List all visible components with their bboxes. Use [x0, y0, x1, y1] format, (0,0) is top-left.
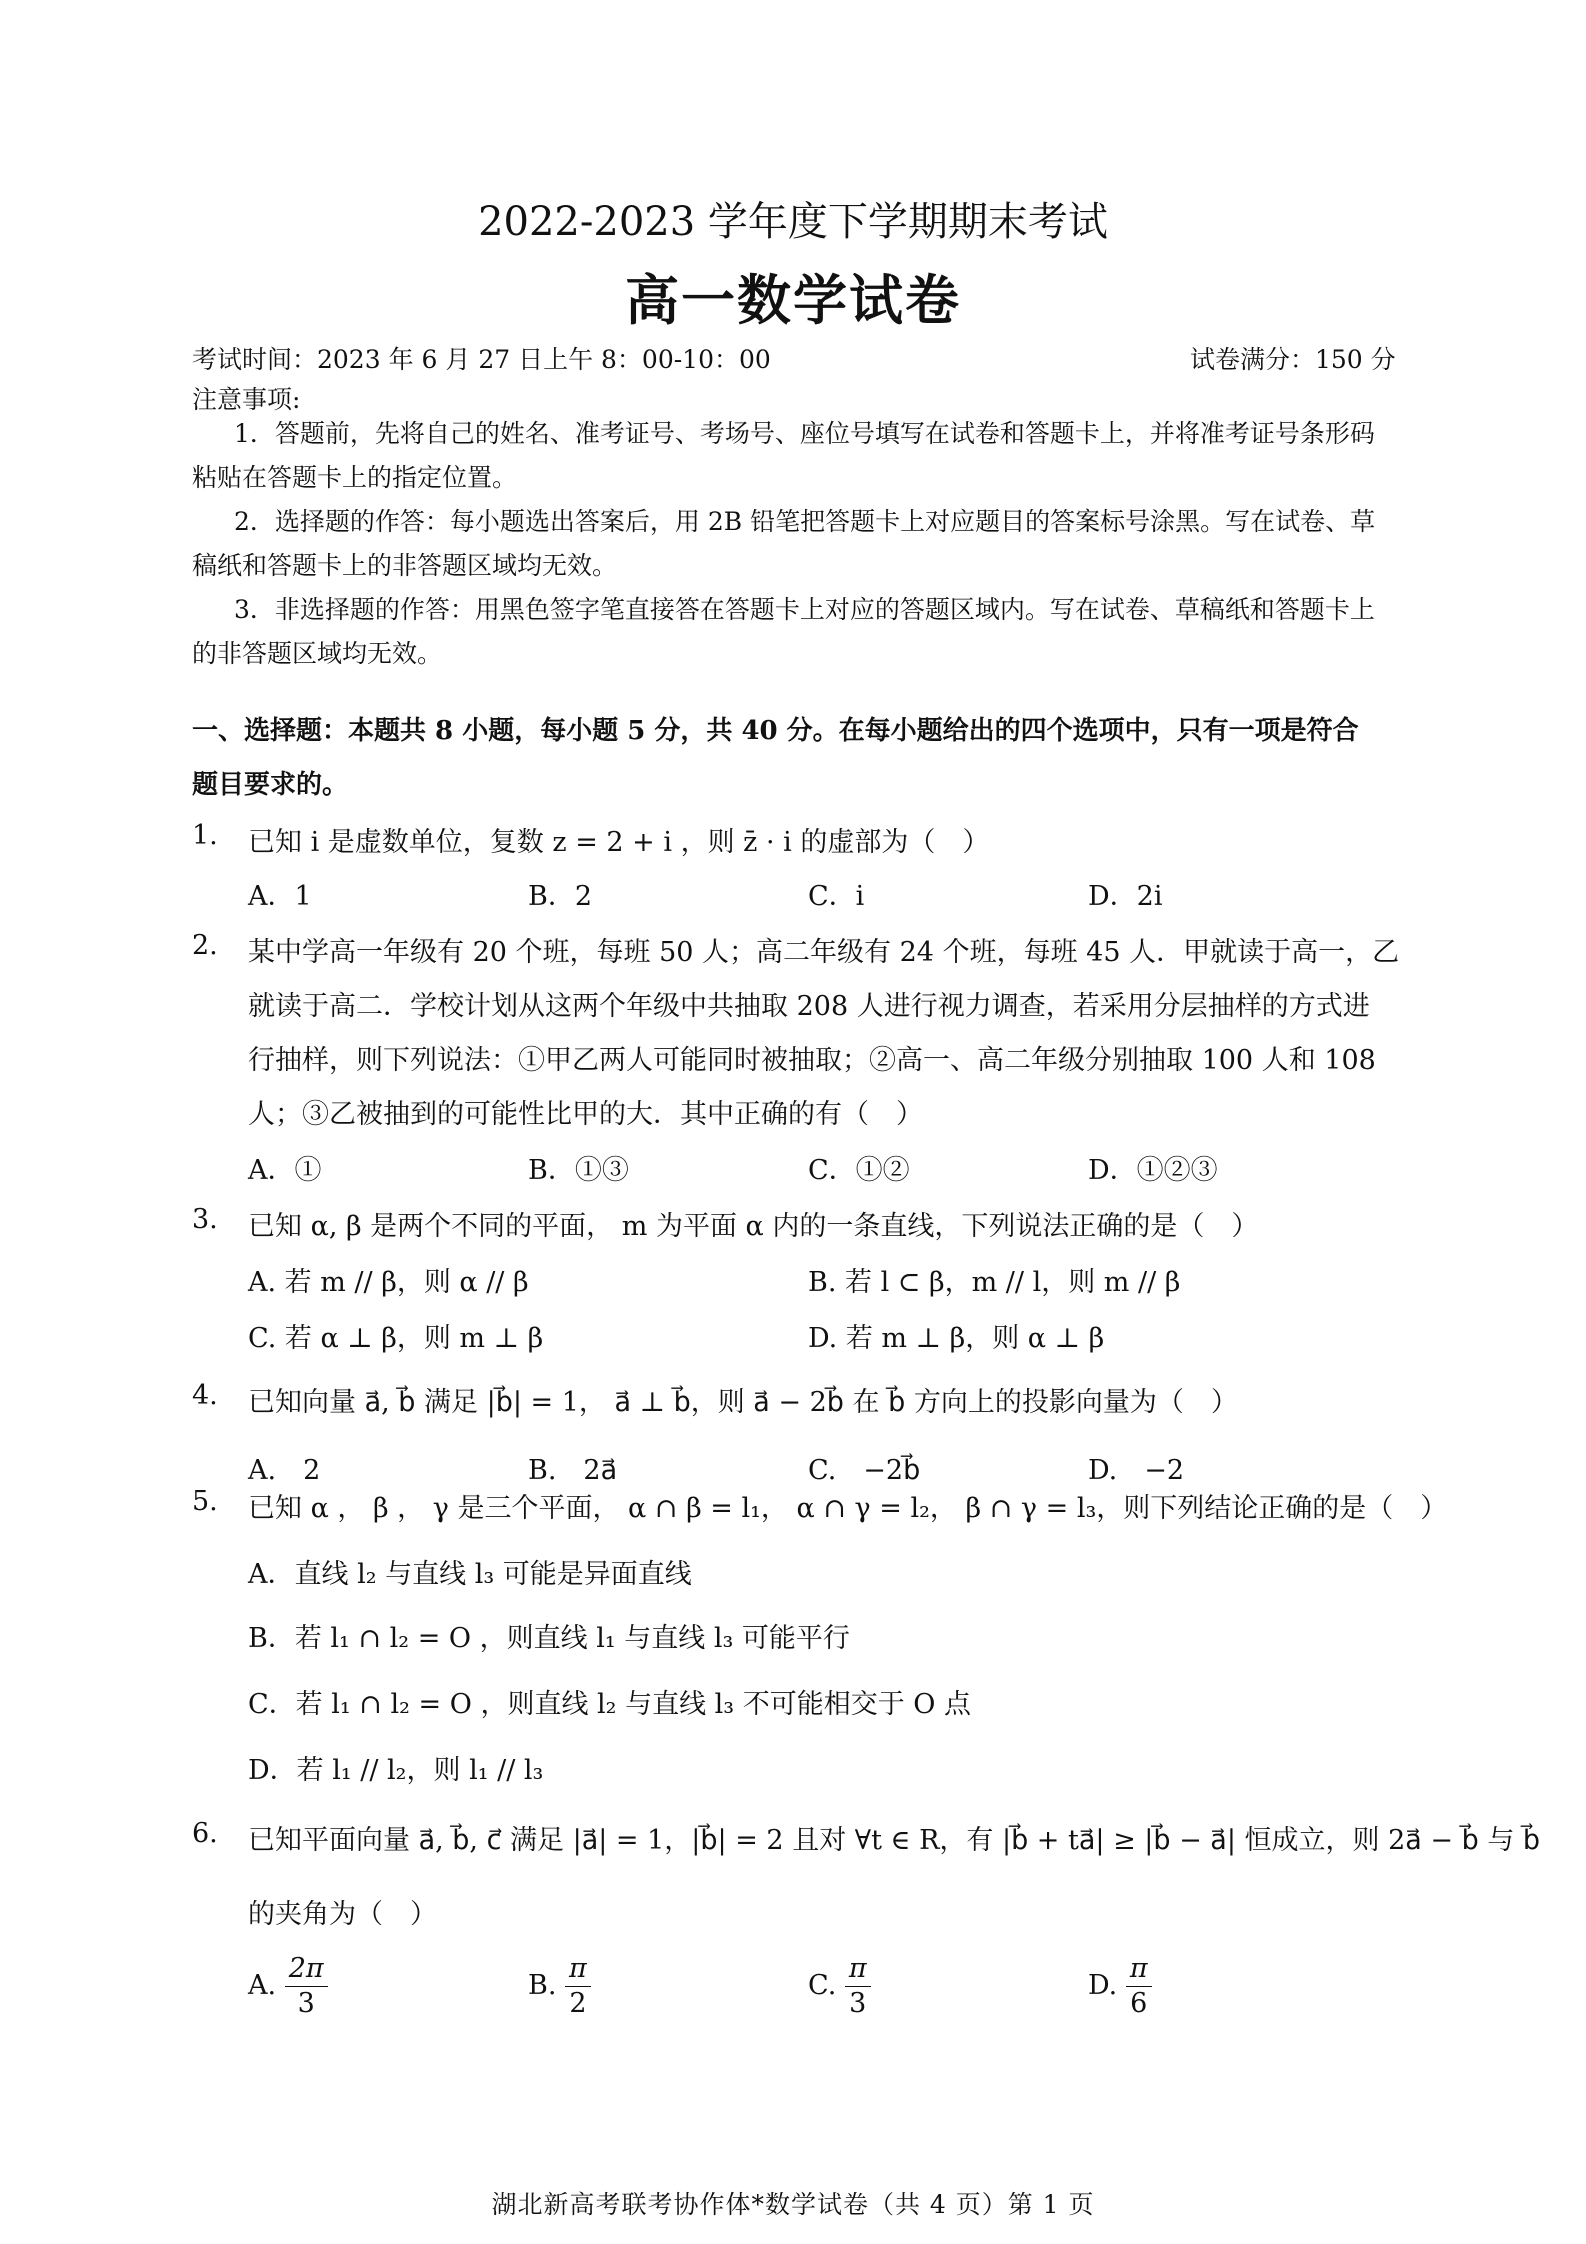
question-3-stem: 已知 α, β 是两个不同的平面， m 为平面 α 内的一条直线，下列说法正确的是（ ）	[248, 1211, 1259, 1242]
fraction-numerator: π	[565, 1952, 591, 1987]
fraction	[1126, 1952, 1152, 2021]
fraction-denominator: 3	[849, 1988, 867, 2019]
q2-option-c: C．①②	[808, 1155, 910, 1186]
q1-option-a: A．1	[248, 881, 312, 912]
q4-option-a: A. 2	[248, 1455, 321, 1486]
q3-option-b: B. 若 l ⊂ β，m // l，则 m // β	[808, 1267, 1181, 1298]
question-number: 2.	[192, 930, 218, 961]
question-number: 3.	[192, 1204, 218, 1235]
question-number: 1.	[192, 820, 218, 851]
fraction-numerator: π	[1126, 1952, 1152, 1987]
q2-option-d: D．①②③	[1088, 1155, 1218, 1186]
q3-option-c: C. 若 α ⊥ β，则 m ⊥ β	[248, 1323, 544, 1354]
q3-option-d: D. 若 m ⊥ β，则 α ⊥ β	[808, 1323, 1105, 1354]
q6-option-d	[1088, 1952, 1152, 2021]
fraction-numerator: π	[845, 1952, 871, 1987]
fraction-numerator: 2π	[285, 1952, 328, 1987]
q1-option-b: B．2	[528, 881, 593, 912]
question-5-stem: 已知 α ， β ， γ 是三个平面， α ∩ β = l₁， α ∩ γ = l₂， β ∩ γ = l₃，则下列结论正确的是（ ）	[248, 1493, 1448, 1524]
question-number: 6.	[192, 1818, 218, 1849]
q1-option-d: D．2i	[1088, 881, 1163, 912]
question-6-line-1: 已知平面向量 a⃗, b⃗, c⃗ 满足 |a⃗| = 1，|b⃗| = 2 且对 ∀t ∈ R，有 |b⃗ + ta⃗| ≥ |b⃗ − a⃗| 恒成立，则 2a⃗ − b⃗ 与 b⃗	[248, 1825, 1541, 1856]
exam-time: 考试时间：2023 年 6 月 27 日上午 8：00-10：00	[192, 345, 771, 374]
section-1-heading: 一、选择题：本题共 8 小题，每小题 5 分，共 40 分。在每小题给出的四个选项中，只有一项是符合	[192, 716, 1359, 746]
q1-option-c: C．i	[808, 881, 865, 912]
question-6-line-2: 的夹角为（ ）	[248, 1899, 437, 1930]
option-label: C.	[808, 1970, 837, 2001]
q4-option-d: D. −2	[1088, 1455, 1185, 1486]
fraction-denominator: 2	[569, 1988, 587, 2019]
note-3-line-1: 3．非选择题的作答：用黑色签字笔直接答在答题卡上对应的答题区域内。写在试卷、草稿纸和答题卡上	[234, 595, 1375, 624]
note-2-line-2: 稿纸和答题卡上的非答题区域均无效。	[192, 551, 618, 580]
q4-option-c: C. −2b⃗	[808, 1455, 921, 1486]
q4-option-b: B. 2a⃗	[528, 1455, 618, 1486]
q3-option-a: A. 若 m // β，则 α // β	[248, 1267, 529, 1298]
q5-option-c: C．若 l₁ ∩ l₂ = O ，则直线 l₂ 与直线 l₃ 不可能相交于 O 点	[248, 1689, 972, 1720]
q2-option-a: A．①	[248, 1155, 322, 1186]
note-1-line-2: 粘贴在答题卡上的指定位置。	[192, 463, 518, 492]
note-1-line-1: 1．答题前，先将自己的姓名、准考证号、考场号、座位号填写在试卷和答题卡上，并将准考证号条形码	[234, 419, 1375, 448]
question-2-line-3: 行抽样，则下列说法：①甲乙两人可能同时被抽取；②高一、高二年级分别抽取 100 人和 108	[248, 1045, 1376, 1076]
question-2-line-4: 人；③乙被抽到的可能性比甲的大．其中正确的有（ ）	[248, 1099, 923, 1130]
option-label: A.	[248, 1970, 277, 2001]
question-1-stem: 已知 i 是虚数单位，复数 z = 2 + i ，则 z̄ · i 的虚部为（ ）	[248, 827, 990, 858]
q5-option-d: D．若 l₁ // l₂，则 l₁ // l₃	[248, 1755, 544, 1786]
notes-heading: 注意事项:	[192, 385, 301, 414]
page-footer: 湖北新高考联考协作体*数学试卷（共 4 页）第 1 页	[491, 2190, 1095, 2219]
q6-option-a	[248, 1952, 328, 2021]
exam-title: 2022-2023 学年度下学期期末考试	[478, 199, 1108, 245]
question-number: 4.	[192, 1380, 218, 1411]
fraction	[845, 1952, 871, 2021]
q6-option-b	[528, 1952, 591, 2021]
option-label: B.	[528, 1970, 557, 2001]
q6-option-c	[808, 1952, 871, 2021]
fraction-denominator: 6	[1130, 1988, 1148, 2019]
fraction-denominator: 3	[297, 1988, 315, 2019]
question-2-line-2: 就读于高二．学校计划从这两个年级中共抽取 208 人进行视力调查，若采用分层抽样的方式进	[248, 991, 1370, 1022]
question-number: 5.	[192, 1486, 218, 1517]
note-2-line-1: 2．选择题的作答：每小题选出答案后，用 2B 铅笔把答题卡上对应题目的答案标号涂黑。写在试卷、草	[234, 507, 1376, 536]
section-1-heading-cont: 题目要求的。	[192, 770, 349, 800]
note-3-line-2: 的非答题区域均无效。	[192, 639, 443, 668]
question-4-stem: 已知向量 a⃗, b⃗ 满足 |b⃗| = 1， a⃗ ⊥ b⃗，则 a⃗ − 2b⃗ 在 b⃗ 方向上的投影向量为（ ）	[248, 1387, 1238, 1418]
full-score: 试卷满分：150 分	[1190, 345, 1396, 374]
q5-option-b: B．若 l₁ ∩ l₂ = O ，则直线 l₁ 与直线 l₃ 可能平行	[248, 1623, 850, 1654]
option-label: D.	[1088, 1970, 1118, 2001]
fraction	[285, 1952, 328, 2021]
question-2-line-1: 某中学高一年级有 20 个班，每班 50 人；高二年级有 24 个班，每班 45 人．甲就读于高一，乙	[248, 937, 1400, 968]
q2-option-b: B．①③	[528, 1155, 629, 1186]
q5-option-a: A．直线 l₂ 与直线 l₃ 可能是异面直线	[248, 1559, 692, 1590]
exam-subtitle: 高一数学试卷	[625, 268, 961, 332]
fraction	[565, 1952, 591, 2021]
